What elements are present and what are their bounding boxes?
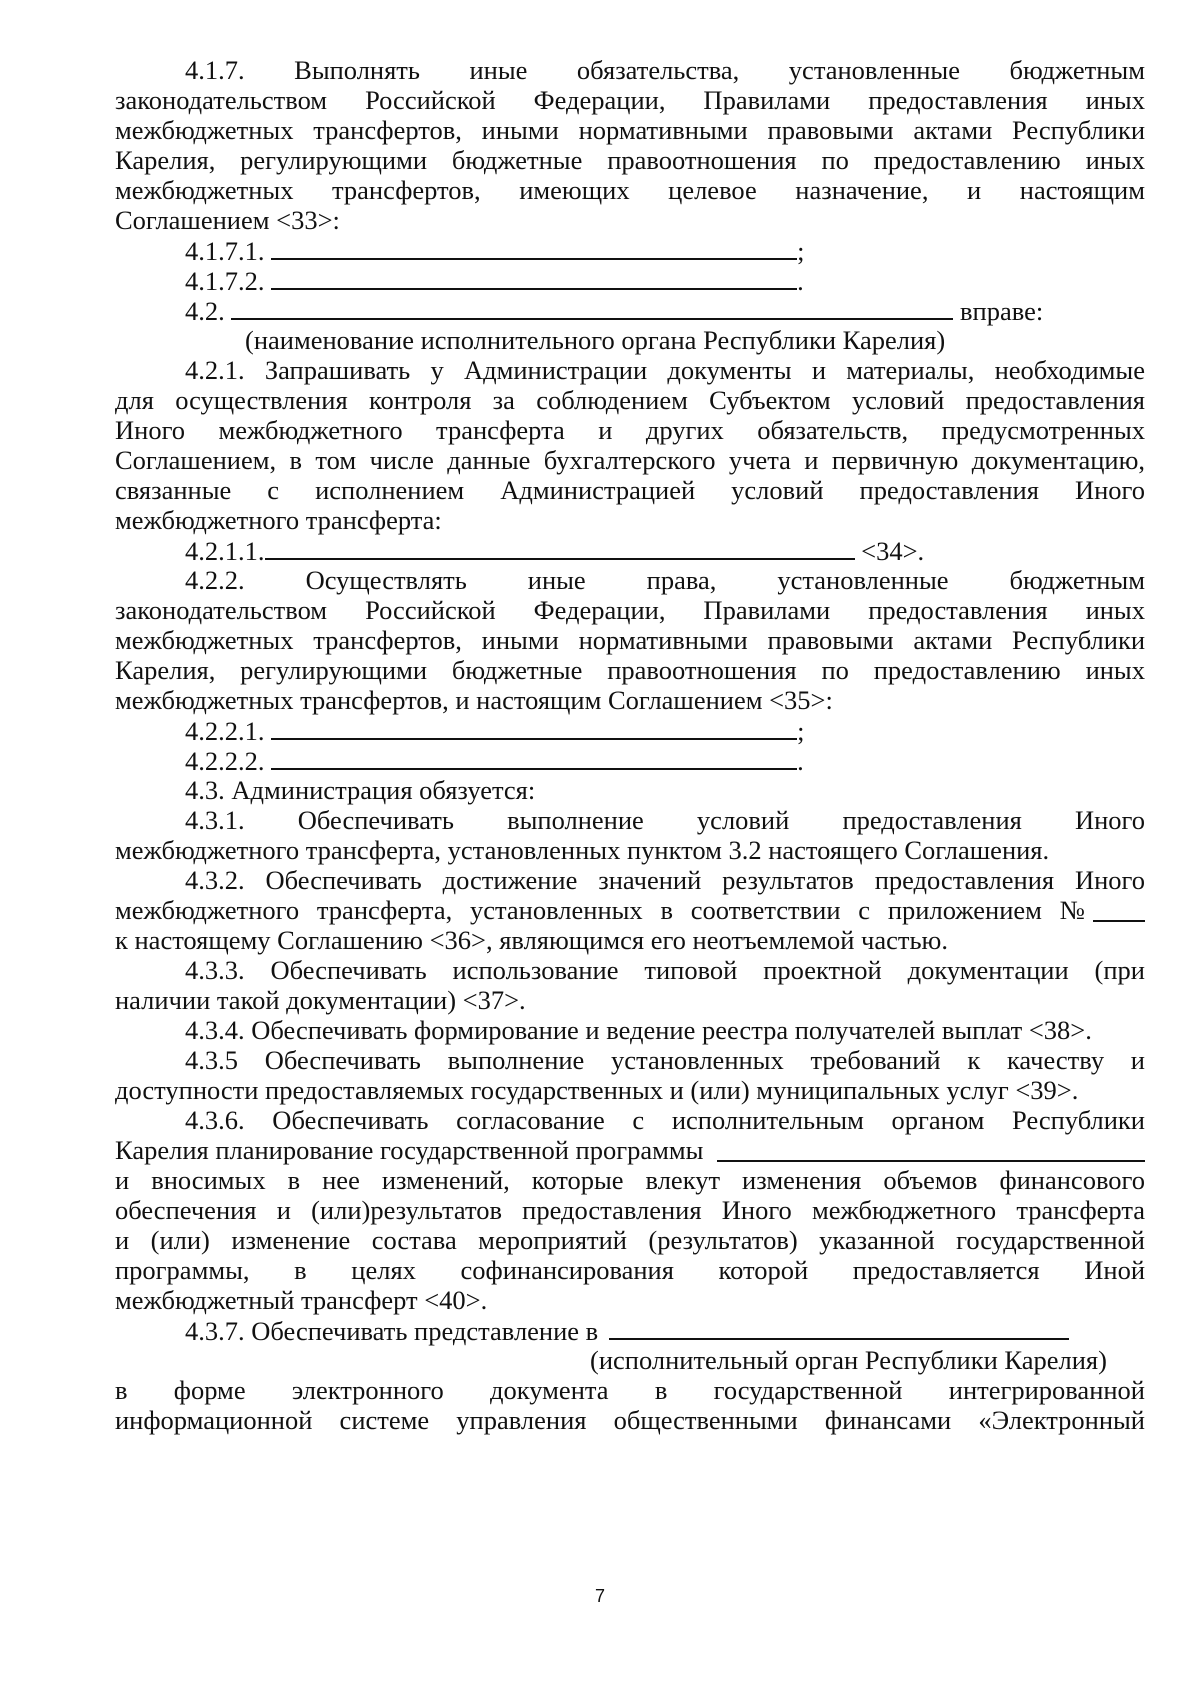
item-number: 4.2.2.1. (185, 716, 265, 746)
paragraph-4-3-7-line-3: информационной системе управления общественными финансами «Электронный (115, 1405, 1145, 1435)
paragraph-4-1-7-line-5: межбюджетных трансфертов, имеющих целевое назначение, и настоящим (115, 175, 1145, 205)
paragraph-4-3-6-line-4: обеспечения и (или)результатов предоставления Иного межбюджетного трансферта (115, 1195, 1145, 1225)
line-text: 4.3.7. Обеспечивать представление в (185, 1316, 599, 1346)
item-number: 4.2. (185, 296, 225, 326)
paragraph-4-2-2-line-3: межбюджетных трансфертов, иными нормативными правовыми актами Республики (115, 625, 1145, 655)
paragraph-4-3-1-line-2: межбюджетного трансферта, установленных пунктом 3.2 настоящего Соглашения. (115, 835, 1050, 865)
paragraph-4-3: 4.3. Администрация обязуется: (185, 775, 536, 805)
item-end: . (797, 746, 804, 776)
paragraph-4-3-7-line-1 (185, 1314, 1145, 1347)
item-number: 4.1.7.2. (185, 266, 265, 296)
paragraph-4-1-7-line-1: 4.1.7. Выполнять иные обязательства, установленные бюджетным (185, 55, 1145, 85)
paragraph-4-3-7-line-2: в форме электронного документа в государственной интегрированной (115, 1375, 1145, 1405)
paragraph-4-3-2-line-2 (115, 894, 1145, 927)
caption-executive-body-2: (исполнительный орган Республики Карелия) (590, 1345, 1107, 1375)
item-number: 4.2.2.2. (185, 746, 265, 776)
caption-executive-body: (наименование исполнительного органа Республики Карелия) (245, 325, 946, 355)
paragraph-4-2-1-line-2: для осуществления контроля за соблюдением Субъектом условий предоставления (115, 385, 1145, 415)
line-text: межбюджетного трансферта, установленных в соответствии с приложением № (115, 895, 1085, 925)
paragraph-4-1-7-line-4: Карелия, регулирующими бюджетные правоотношения по предоставлению иных (115, 145, 1145, 175)
paragraph-4-3-6-line-1: 4.3.6. Обеспечивать согласование с исполнительным органом Республики (185, 1105, 1145, 1135)
item-number: 4.1.7.1. (185, 236, 265, 266)
blank-line (271, 714, 797, 740)
item-4-1-7-1 (185, 234, 1145, 267)
item-end: вправе: (960, 296, 1044, 326)
paragraph-4-2-1-line-4: Соглашением, в том числе данные бухгалтерского учета и первичную документацию, (115, 445, 1145, 475)
item-end: <34>. (861, 536, 925, 566)
item-end: . (797, 266, 804, 296)
blank-line (1093, 900, 1145, 922)
item-end: ; (797, 236, 805, 266)
paragraph-4-3-2-line-1: 4.3.2. Обеспечивать достижение значений результатов предоставления Иного (185, 865, 1145, 895)
item-4-1-7-2 (185, 264, 1145, 297)
paragraph-4-1-7-line-6: Соглашением <33>: (115, 205, 340, 235)
paragraph-4-3-6-line-6: программы, в целях софинансирования которой предоставляется Иной (115, 1255, 1145, 1285)
item-4-2-2-1 (185, 714, 1145, 747)
paragraph-4-2-2-line-4: Карелия, регулирующими бюджетные правоотношения по предоставлению иных (115, 655, 1145, 685)
paragraph-4-2-1-line-6: межбюджетного трансферта: (115, 505, 442, 535)
paragraph-4-3-3-line-2: наличии такой документации) <37>. (115, 985, 526, 1015)
blank-line (265, 534, 855, 560)
paragraph-4-3-5-line-2: доступности предоставляемых государственных и (или) муниципальных услуг <39>. (115, 1075, 1079, 1105)
paragraph-4-3-6-line-3: и вносимых в нее изменений, которые влекут изменения объемов финансового (115, 1165, 1145, 1195)
paragraph-4-2-2-line-5: межбюджетных трансфертов, и настоящим Соглашением <35>: (115, 685, 833, 715)
paragraph-4-3-4: 4.3.4. Обеспечивать формирование и ведение реестра получателей выплат <38>. (185, 1015, 1092, 1045)
paragraph-4-1-7-line-2: законодательством Российской Федерации, Правилами предоставления иных (115, 85, 1145, 115)
item-4-2-1-1 (185, 534, 1145, 567)
line-text: Карелия планирование государственной программы (115, 1135, 704, 1165)
paragraph-4-3-5-line-1: 4.3.5 Обеспечивать выполнение установленных требований к качеству и (185, 1045, 1145, 1075)
paragraph-4-2-1-line-5: связанные с исполнением Администрацией условий предоставления Иного (115, 475, 1145, 505)
item-end: ; (797, 716, 805, 746)
paragraph-4-2-2-line-2: законодательством Российской Федерации, Правилами предоставления иных (115, 595, 1145, 625)
paragraph-4-3-2-line-3: к настоящему Соглашению <36>, являющимся его неотъемлемой частью. (115, 925, 948, 955)
blank-line (271, 744, 797, 770)
paragraph-4-3-6-line-5: и (или) изменение состава мероприятий (результатов) указанной государственной (115, 1225, 1145, 1255)
paragraph-4-3-6-line-7: межбюджетный трансферт <40>. (115, 1285, 488, 1315)
item-4-2 (185, 294, 1145, 327)
blank-line (271, 264, 797, 290)
blank-line (271, 234, 797, 260)
paragraph-4-3-3-line-1: 4.3.3. Обеспечивать использование типовой проектной документации (при (185, 955, 1145, 985)
blank-line (231, 294, 953, 320)
paragraph-4-2-2-line-1: 4.2.2. Осуществлять иные права, установленные бюджетным (185, 565, 1145, 595)
paragraph-4-3-6-line-2 (115, 1134, 1145, 1167)
page-number: 7 (594, 1586, 605, 1606)
item-4-2-2-2 (185, 744, 1145, 777)
paragraph-4-3-1-line-1: 4.3.1. Обеспечивать выполнение условий предоставления Иного (185, 805, 1145, 835)
paragraph-4-2-1-line-1: 4.2.1. Запрашивать у Администрации документы и материалы, необходимые (185, 355, 1145, 385)
blank-line (717, 1140, 1145, 1162)
blank-line (609, 1314, 1069, 1340)
paragraph-4-2-1-line-3: Иного межбюджетного трансферта и других обязательств, предусмотренных (115, 415, 1145, 445)
paragraph-4-1-7-line-3: межбюджетных трансфертов, иными нормативными правовыми актами Республики (115, 115, 1145, 145)
item-number: 4.2.1.1. (185, 536, 265, 566)
